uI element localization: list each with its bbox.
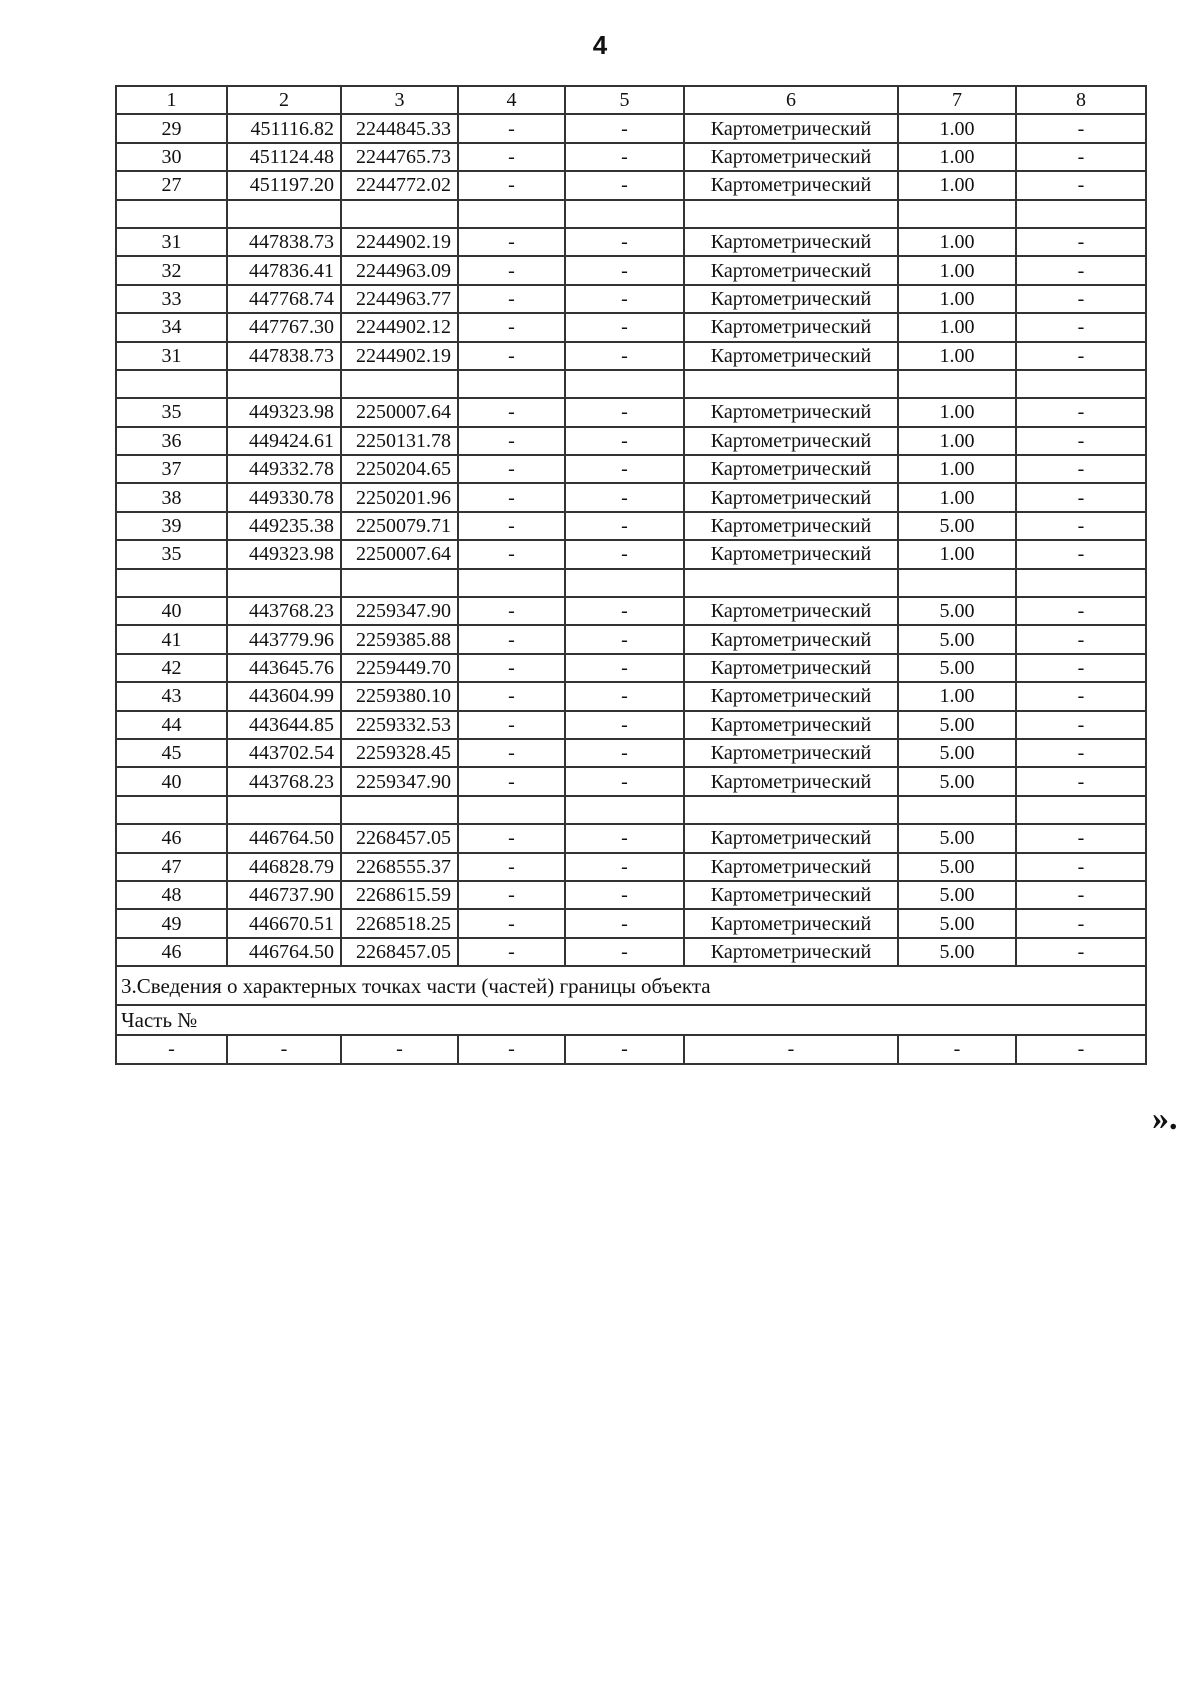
table-cell: 447838.73 <box>227 228 341 256</box>
table-cell: 447767.30 <box>227 313 341 341</box>
table-cell: 5.00 <box>898 654 1016 682</box>
table-cell: 2259380.10 <box>341 682 458 710</box>
table-cell: 447768.74 <box>227 285 341 313</box>
table-cell: 2259332.53 <box>341 711 458 739</box>
table-cell: - <box>684 1035 898 1063</box>
table-cell <box>565 796 684 824</box>
table-cell: 40 <box>116 597 227 625</box>
table-cell: - <box>565 427 684 455</box>
table-cell <box>1016 796 1146 824</box>
table-cell: - <box>458 455 565 483</box>
table-cell: - <box>458 938 565 966</box>
table-cell <box>116 796 227 824</box>
table-cell: 449235.38 <box>227 512 341 540</box>
table-row <box>116 711 1146 739</box>
table-cell: 29 <box>116 114 227 142</box>
table-cell: 443768.23 <box>227 767 341 795</box>
table-cell: 449424.61 <box>227 427 341 455</box>
table-cell: 37 <box>116 455 227 483</box>
table-cell: 49 <box>116 909 227 937</box>
table-cell <box>898 569 1016 597</box>
table-cell: Картометрический <box>684 597 898 625</box>
table-cell: 32 <box>116 256 227 284</box>
table-cell <box>1016 569 1146 597</box>
table-cell: - <box>458 398 565 426</box>
table-cell: 2268615.59 <box>341 881 458 909</box>
table-cell: - <box>565 228 684 256</box>
table-header-row <box>116 86 1146 114</box>
table-cell: 5.00 <box>898 824 1016 852</box>
table-cell: - <box>1016 824 1146 852</box>
table-cell: 47 <box>116 853 227 881</box>
table-cell: 2268457.05 <box>341 938 458 966</box>
table-cell: 447838.73 <box>227 342 341 370</box>
table-cell: 36 <box>116 427 227 455</box>
table-cell: - <box>1016 427 1146 455</box>
table-cell: Картометрический <box>684 171 898 199</box>
table-cell <box>684 569 898 597</box>
table-row <box>116 171 1146 199</box>
table-cell: - <box>565 909 684 937</box>
table-cell: - <box>116 1035 227 1063</box>
table-cell: 449323.98 <box>227 398 341 426</box>
table-cell: Картометрический <box>684 483 898 511</box>
table-cell: 33 <box>116 285 227 313</box>
table-cell: - <box>1016 313 1146 341</box>
table-row <box>116 881 1146 909</box>
table-cell: 447836.41 <box>227 256 341 284</box>
table-cell: 443779.96 <box>227 625 341 653</box>
table-cell: 2259385.88 <box>341 625 458 653</box>
table-cell: 43 <box>116 682 227 710</box>
table-cell: 48 <box>116 881 227 909</box>
table-cell: 2244772.02 <box>341 171 458 199</box>
table-cell: - <box>458 342 565 370</box>
table-cell: - <box>458 540 565 568</box>
table-cell <box>116 370 227 398</box>
boundary-points-table <box>115 85 1147 1065</box>
table-cell: - <box>1016 512 1146 540</box>
table-spacer-row <box>116 200 1146 228</box>
table-cell: Картометрический <box>684 682 898 710</box>
table-cell: 5.00 <box>898 512 1016 540</box>
table-cell: 2250079.71 <box>341 512 458 540</box>
table-cell <box>227 796 341 824</box>
table-cell: 5.00 <box>898 853 1016 881</box>
table-cell: - <box>458 171 565 199</box>
table-cell: 2244902.19 <box>341 342 458 370</box>
table-cell: 8 <box>1016 86 1146 114</box>
table-cell <box>458 569 565 597</box>
table-cell: - <box>565 625 684 653</box>
table-cell: 1.00 <box>898 455 1016 483</box>
table-cell: - <box>458 597 565 625</box>
table-cell: - <box>1016 853 1146 881</box>
table-cell: - <box>1016 256 1146 284</box>
table-row <box>116 938 1146 966</box>
table-cell: - <box>458 654 565 682</box>
table-cell: 446737.90 <box>227 881 341 909</box>
table-cell: 2250201.96 <box>341 483 458 511</box>
table-cell: 5 <box>565 86 684 114</box>
table-spacer-row <box>116 569 1146 597</box>
table-cell: 443768.23 <box>227 597 341 625</box>
table-cell: - <box>565 881 684 909</box>
table-cell: 2259347.90 <box>341 767 458 795</box>
table-row <box>116 143 1146 171</box>
table-cell: 5.00 <box>898 767 1016 795</box>
table-cell: - <box>1016 228 1146 256</box>
table-cell: - <box>565 313 684 341</box>
table-cell: Картометрический <box>684 285 898 313</box>
table-cell: - <box>565 711 684 739</box>
table-cell: - <box>458 143 565 171</box>
table-cell <box>116 200 227 228</box>
table-cell: - <box>565 114 684 142</box>
table-cell: 4 <box>458 86 565 114</box>
table-cell: - <box>458 285 565 313</box>
table-cell: 35 <box>116 540 227 568</box>
table-cell: Картометрический <box>684 398 898 426</box>
table-cell: - <box>1016 114 1146 142</box>
table-cell: 5.00 <box>898 881 1016 909</box>
table-cell: - <box>458 114 565 142</box>
table-cell <box>898 796 1016 824</box>
table-cell: 446670.51 <box>227 909 341 937</box>
table-cell: 446828.79 <box>227 853 341 881</box>
table-cell: Картометрический <box>684 881 898 909</box>
table-cell: - <box>1016 654 1146 682</box>
table-cell: - <box>1016 1035 1146 1063</box>
table-cell <box>458 370 565 398</box>
table-spacer-row <box>116 796 1146 824</box>
table-cell: - <box>1016 398 1146 426</box>
table-cell: - <box>565 824 684 852</box>
table-cell: - <box>565 455 684 483</box>
table-cell: Картометрический <box>684 512 898 540</box>
table-cell: 1.00 <box>898 483 1016 511</box>
table-cell: - <box>565 540 684 568</box>
table-cell <box>898 370 1016 398</box>
table-cell: Картометрический <box>684 711 898 739</box>
table-cell: 45 <box>116 739 227 767</box>
table-cell <box>1016 200 1146 228</box>
table-cell: - <box>458 512 565 540</box>
table-row <box>116 114 1146 142</box>
table-cell: 1.00 <box>898 143 1016 171</box>
table-cell: Картометрический <box>684 540 898 568</box>
table-cell <box>684 796 898 824</box>
table-cell: 42 <box>116 654 227 682</box>
table-cell: 2244765.73 <box>341 143 458 171</box>
table-cell: 5.00 <box>898 938 1016 966</box>
table-cell: - <box>458 1035 565 1063</box>
table-row <box>116 398 1146 426</box>
table-cell <box>341 796 458 824</box>
part-label-row <box>116 1005 1146 1035</box>
table-cell: - <box>458 313 565 341</box>
table-cell <box>341 569 458 597</box>
closing-quote: ». <box>1152 1100 1178 1137</box>
table-cell: - <box>458 682 565 710</box>
table-cell: 1.00 <box>898 682 1016 710</box>
table-cell: - <box>1016 455 1146 483</box>
table-cell: 5.00 <box>898 597 1016 625</box>
table-cell: 40 <box>116 767 227 795</box>
table-cell: Картометрический <box>684 114 898 142</box>
table-cell: - <box>565 398 684 426</box>
table-cell: - <box>458 739 565 767</box>
table-cell: 443702.54 <box>227 739 341 767</box>
table-cell: 1.00 <box>898 256 1016 284</box>
table-row <box>116 853 1146 881</box>
table-cell: 449332.78 <box>227 455 341 483</box>
table-cell: 1 <box>116 86 227 114</box>
table-cell: 1.00 <box>898 114 1016 142</box>
table-cell: - <box>1016 711 1146 739</box>
table-cell: - <box>1016 938 1146 966</box>
table-cell: Картометрический <box>684 654 898 682</box>
table-cell: - <box>565 171 684 199</box>
table-cell: 5.00 <box>898 625 1016 653</box>
table-cell: - <box>1016 767 1146 795</box>
table-cell: Картометрический <box>684 228 898 256</box>
table-cell: 2268518.25 <box>341 909 458 937</box>
table-cell: Картометрический <box>684 256 898 284</box>
table-cell: 5.00 <box>898 739 1016 767</box>
table-row <box>116 909 1146 937</box>
table-cell: - <box>1016 625 1146 653</box>
table-cell: Картометрический <box>684 824 898 852</box>
table-cell: - <box>458 625 565 653</box>
table-cell: - <box>565 1035 684 1063</box>
table-cell: 1.00 <box>898 342 1016 370</box>
table-row <box>116 540 1146 568</box>
table-cell: - <box>1016 597 1146 625</box>
table-cell: - <box>565 739 684 767</box>
table-cell <box>565 370 684 398</box>
table-row <box>116 767 1146 795</box>
table-cell: Картометрический <box>684 143 898 171</box>
table-cell: 7 <box>898 86 1016 114</box>
table-cell <box>227 370 341 398</box>
table-cell <box>227 569 341 597</box>
table-cell: - <box>898 1035 1016 1063</box>
table-row <box>116 739 1146 767</box>
table-cell: 46 <box>116 938 227 966</box>
table-cell: 31 <box>116 228 227 256</box>
table-cell: - <box>341 1035 458 1063</box>
table-cell: - <box>458 427 565 455</box>
table-cell: - <box>1016 682 1146 710</box>
table-row <box>116 824 1146 852</box>
table-cell: 2244902.19 <box>341 228 458 256</box>
table-cell: 2268457.05 <box>341 824 458 852</box>
table-row <box>116 597 1146 625</box>
table-cell: - <box>458 909 565 937</box>
table-cell: - <box>458 767 565 795</box>
table-cell: 38 <box>116 483 227 511</box>
table-row <box>116 342 1146 370</box>
table-cell: 2259449.70 <box>341 654 458 682</box>
table-cell: 443644.85 <box>227 711 341 739</box>
table-row <box>116 313 1146 341</box>
table-cell: Картометрический <box>684 313 898 341</box>
table-cell: 6 <box>684 86 898 114</box>
table-cell: 2244963.77 <box>341 285 458 313</box>
table-cell: 3 <box>341 86 458 114</box>
table-cell: 2 <box>227 86 341 114</box>
table-cell: 2259328.45 <box>341 739 458 767</box>
table-spacer-row <box>116 370 1146 398</box>
table-cell: - <box>565 512 684 540</box>
table-cell: - <box>1016 171 1146 199</box>
table-cell: - <box>565 256 684 284</box>
table-cell: 34 <box>116 313 227 341</box>
table-cell <box>898 200 1016 228</box>
table-cell: 446764.50 <box>227 824 341 852</box>
table-cell <box>227 200 341 228</box>
table-row <box>116 654 1146 682</box>
table-row <box>116 256 1146 284</box>
table-cell: 2244963.09 <box>341 256 458 284</box>
table-cell: 443645.76 <box>227 654 341 682</box>
table-cell: - <box>565 483 684 511</box>
table-row <box>116 483 1146 511</box>
page-number: 4 <box>592 30 608 60</box>
table-cell: Картометрический <box>684 938 898 966</box>
table-cell: 449330.78 <box>227 483 341 511</box>
table-row <box>116 625 1146 653</box>
table-row <box>116 427 1146 455</box>
table-cell: 41 <box>116 625 227 653</box>
table-cell: - <box>458 881 565 909</box>
table-cell: 46 <box>116 824 227 852</box>
table-cell <box>684 200 898 228</box>
table-cell: - <box>458 824 565 852</box>
table-cell: - <box>565 597 684 625</box>
table-cell: 44 <box>116 711 227 739</box>
table-cell: Картометрический <box>684 625 898 653</box>
table-cell: - <box>458 711 565 739</box>
table-cell <box>684 370 898 398</box>
table-cell: - <box>1016 739 1146 767</box>
table-row <box>116 285 1146 313</box>
table-cell: 2268555.37 <box>341 853 458 881</box>
table-cell: - <box>458 256 565 284</box>
table-cell: - <box>1016 143 1146 171</box>
table-cell: 1.00 <box>898 398 1016 426</box>
table-row <box>116 512 1146 540</box>
table-cell: - <box>1016 342 1146 370</box>
table-cell: 2250204.65 <box>341 455 458 483</box>
table-cell: - <box>565 342 684 370</box>
table-cell: Картометрический <box>684 739 898 767</box>
empty-part-row <box>116 1035 1146 1063</box>
section-title-row <box>116 966 1146 1005</box>
table-body <box>116 86 1146 1064</box>
table-cell: 27 <box>116 171 227 199</box>
table-cell: - <box>1016 483 1146 511</box>
table-cell: 451124.48 <box>227 143 341 171</box>
table-cell: - <box>458 853 565 881</box>
table-cell: 451116.82 <box>227 114 341 142</box>
table-cell: - <box>565 143 684 171</box>
table-cell: Картометрический <box>684 455 898 483</box>
table-cell <box>565 569 684 597</box>
table-cell: 2250007.64 <box>341 540 458 568</box>
table-cell: 451197.20 <box>227 171 341 199</box>
table-cell <box>565 200 684 228</box>
table-cell: 449323.98 <box>227 540 341 568</box>
table-cell: 1.00 <box>898 285 1016 313</box>
table-cell: 2259347.90 <box>341 597 458 625</box>
table-cell: - <box>565 285 684 313</box>
table-cell: - <box>565 938 684 966</box>
table-cell <box>341 200 458 228</box>
table-cell: - <box>1016 285 1146 313</box>
table-cell <box>1016 370 1146 398</box>
table-cell: 2244845.33 <box>341 114 458 142</box>
table-cell: 5.00 <box>898 711 1016 739</box>
table-cell: - <box>1016 881 1146 909</box>
table-cell: 1.00 <box>898 313 1016 341</box>
table-cell: Картометрический <box>684 767 898 795</box>
table-cell: - <box>565 853 684 881</box>
table-cell: Картометрический <box>684 853 898 881</box>
table-cell: 31 <box>116 342 227 370</box>
table-cell: 446764.50 <box>227 938 341 966</box>
table-cell: 39 <box>116 512 227 540</box>
table-cell <box>116 569 227 597</box>
table-cell: 1.00 <box>898 540 1016 568</box>
table-cell: - <box>227 1035 341 1063</box>
table-cell <box>341 370 458 398</box>
table-cell: - <box>565 654 684 682</box>
table-cell: - <box>458 228 565 256</box>
table-cell: 1.00 <box>898 171 1016 199</box>
table-cell: Картометрический <box>684 427 898 455</box>
table-cell: - <box>565 767 684 795</box>
table-cell: - <box>458 483 565 511</box>
table-cell: - <box>1016 909 1146 937</box>
part-label: Часть № <box>116 1005 1146 1035</box>
table-cell <box>458 200 565 228</box>
table-cell: Картометрический <box>684 342 898 370</box>
table-cell: 1.00 <box>898 427 1016 455</box>
table-row <box>116 682 1146 710</box>
table-cell <box>458 796 565 824</box>
table-row <box>116 455 1146 483</box>
table-cell: 1.00 <box>898 228 1016 256</box>
table-cell: - <box>1016 540 1146 568</box>
table-cell: 35 <box>116 398 227 426</box>
table-cell: 2250007.64 <box>341 398 458 426</box>
table-cell: Картометрический <box>684 909 898 937</box>
table-cell: 2244902.12 <box>341 313 458 341</box>
table-row <box>116 228 1146 256</box>
section-title: 3.Сведения о характерных точках части (частей) границы объекта <box>116 966 1146 1005</box>
table-cell: 2250131.78 <box>341 427 458 455</box>
table-cell: 443604.99 <box>227 682 341 710</box>
table-cell: 30 <box>116 143 227 171</box>
table-cell: 5.00 <box>898 909 1016 937</box>
table-cell: - <box>565 682 684 710</box>
